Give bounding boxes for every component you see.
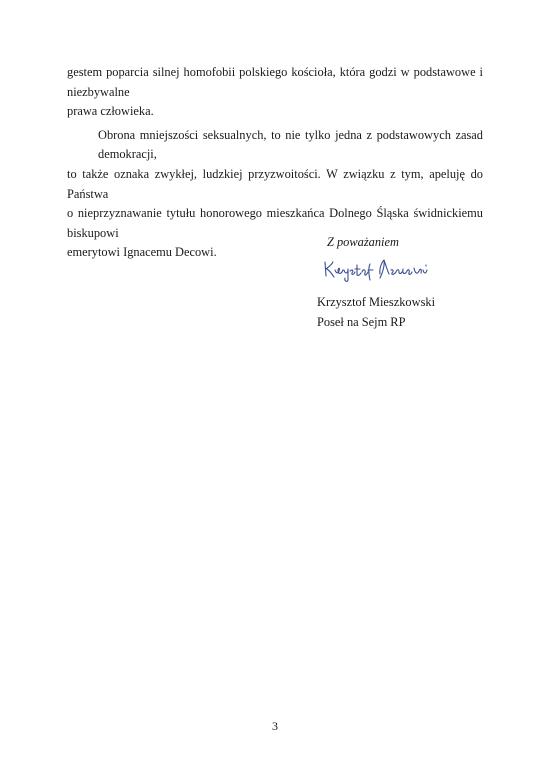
signer-block [317,293,435,332]
signer-name: Krzysztof Mieszkowski [317,295,436,309]
body-line: to także oznaka zwykłej, ludzkiej przyzwoitości. W związku z tym, apeluję do Państwa [67,166,483,201]
body-line: gestem poparcia silnej homofobii polskiego kościoła, która godzi w podstawowe i niezbywalne [67,65,483,99]
body-line: emerytowi Ignacemu Decowi. [67,245,217,260]
body-line: Obrona mniejszości seksualnych, to nie tylko jedna z podstawowych zasad demokracji, [98,127,483,162]
body-line: o nieprzyznawanie tytułu honorowego mieszkańca Dolnego Śląska świdnickiemu biskupowi [67,206,483,240]
handwritten-signature [322,256,434,284]
body-line: prawa człowieka. [67,104,154,119]
signer-position: Poseł na Sejm RP [317,314,406,329]
letter-body [67,63,483,263]
closing-salutation: Z poważaniem [327,235,399,249]
page-number: 3 [272,719,278,733]
